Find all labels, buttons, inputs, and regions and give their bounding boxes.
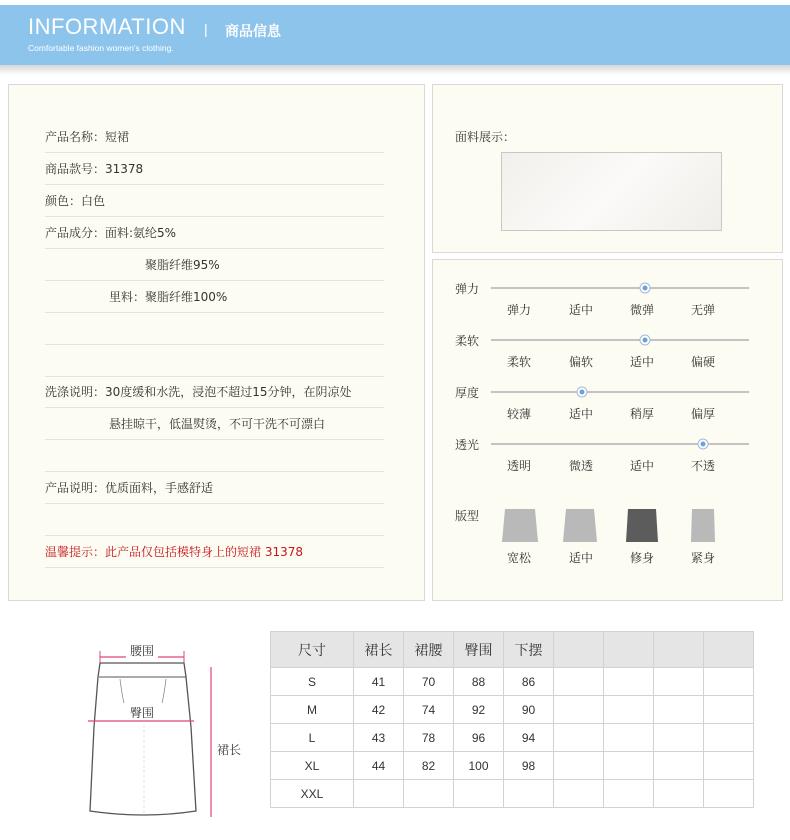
softness-indicator bbox=[639, 335, 650, 346]
elasticity-option-2: 适中 bbox=[568, 303, 593, 317]
info-row-sku: 商品款号：31378 bbox=[45, 153, 384, 185]
fit-loose-skirt-icon bbox=[501, 508, 539, 544]
info-row-warning: 温馨提示：此产品仅包括模特身上的短裙 31378 bbox=[45, 536, 384, 568]
thickness-option-3: 稍厚 bbox=[629, 407, 654, 421]
thickness-indicator bbox=[576, 387, 587, 398]
info-row-composition: 产品成分：面料:氨纶5% bbox=[45, 217, 384, 249]
table-cell: 78 bbox=[404, 724, 454, 752]
info-row-washing-2: 悬挂晾干，低温熨烫，不可干洗不可漂白 bbox=[45, 408, 384, 440]
table-cell: 70 bbox=[404, 668, 454, 696]
attr-label-elasticity: 弹力 bbox=[455, 282, 480, 296]
table-cell: 90 bbox=[504, 696, 554, 724]
table-cell bbox=[704, 724, 754, 752]
elasticity-track bbox=[491, 287, 749, 289]
transparency-option-1: 透明 bbox=[506, 459, 531, 473]
table-cell bbox=[654, 724, 704, 752]
table-cell: 98 bbox=[504, 752, 554, 780]
elasticity-option-1: 弹力 bbox=[506, 303, 531, 317]
fit-tight-skirt-icon bbox=[689, 508, 717, 544]
table-cell bbox=[504, 780, 554, 808]
header-cell-hem: 下摆 bbox=[504, 632, 554, 668]
header-cell-size: 尺寸 bbox=[271, 632, 354, 668]
softness-option-4: 偏硬 bbox=[690, 355, 715, 369]
table-row bbox=[271, 724, 754, 752]
transparency-option-3: 适中 bbox=[629, 459, 654, 473]
skirt-outline bbox=[90, 663, 196, 815]
elasticity-indicator bbox=[639, 283, 650, 294]
transparency-option-4: 不透 bbox=[690, 459, 715, 473]
table-cell bbox=[704, 668, 754, 696]
header-shadow bbox=[0, 65, 790, 75]
table-cell bbox=[654, 668, 704, 696]
info-row-name: 产品名称：短裙 bbox=[45, 121, 384, 153]
thickness-option-1: 较薄 bbox=[506, 407, 531, 421]
table-cell bbox=[604, 696, 654, 724]
table-row bbox=[271, 668, 754, 696]
attr-label-softness: 柔软 bbox=[455, 334, 480, 348]
skirt-measurement-diagram bbox=[76, 637, 256, 827]
thickness-option-2: 适中 bbox=[568, 407, 593, 421]
fit-option-loose: 宽松 bbox=[506, 551, 531, 565]
table-cell: 94 bbox=[504, 724, 554, 752]
table-cell bbox=[554, 780, 604, 808]
table-cell bbox=[704, 752, 754, 780]
table-cell: 88 bbox=[454, 668, 504, 696]
table-cell bbox=[604, 668, 654, 696]
product-info-panel bbox=[8, 84, 425, 601]
transparency-option-2: 微透 bbox=[568, 459, 593, 473]
attr-label-transparency: 透光 bbox=[455, 438, 480, 452]
header-cell-empty bbox=[654, 632, 704, 668]
header-banner bbox=[0, 5, 790, 65]
table-cell: 100 bbox=[454, 752, 504, 780]
table-cell bbox=[604, 752, 654, 780]
table-cell: L bbox=[271, 724, 354, 752]
table-cell: M bbox=[271, 696, 354, 724]
table-cell bbox=[604, 724, 654, 752]
table-cell bbox=[654, 696, 704, 724]
table-cell: XL bbox=[271, 752, 354, 780]
table-cell bbox=[704, 696, 754, 724]
softness-option-2: 偏软 bbox=[568, 355, 593, 369]
fabric-swatch-image bbox=[501, 152, 722, 231]
size-table-header bbox=[271, 632, 754, 668]
fit-option-tight: 紧身 bbox=[690, 551, 715, 565]
table-cell: 43 bbox=[354, 724, 404, 752]
attr-label-thickness: 厚度 bbox=[455, 386, 480, 400]
table-cell bbox=[704, 780, 754, 808]
table-cell bbox=[554, 724, 604, 752]
info-row-empty-2 bbox=[45, 345, 384, 377]
table-row bbox=[271, 780, 754, 808]
table-cell bbox=[604, 780, 654, 808]
elasticity-option-4: 无弹 bbox=[690, 303, 715, 317]
table-cell bbox=[654, 752, 704, 780]
table-cell bbox=[654, 780, 704, 808]
table-cell bbox=[404, 780, 454, 808]
header-cell-empty bbox=[704, 632, 754, 668]
attributes-panel bbox=[432, 259, 783, 601]
size-table bbox=[270, 631, 754, 808]
softness-option-1: 柔软 bbox=[506, 355, 531, 369]
header-cell-hip: 臀围 bbox=[454, 632, 504, 668]
table-cell: 44 bbox=[354, 752, 404, 780]
hip-label: 臀围 bbox=[129, 706, 155, 720]
info-row-empty-4 bbox=[45, 504, 384, 536]
table-row bbox=[271, 752, 754, 780]
length-label: 裙长 bbox=[216, 743, 242, 757]
header-separator: | bbox=[204, 21, 208, 37]
fit-slim-skirt-icon bbox=[625, 508, 659, 544]
info-row-lining: 里料：聚脂纤维100% bbox=[45, 281, 384, 313]
fabric-label: 面料展示： bbox=[455, 130, 516, 144]
thickness-option-4: 偏厚 bbox=[690, 407, 715, 421]
fit-option-slim: 修身 bbox=[629, 551, 654, 565]
header-title: INFORMATION bbox=[28, 14, 186, 39]
header-subtitle: Comfortable fashion women's clothing. bbox=[28, 43, 174, 53]
table-cell bbox=[554, 668, 604, 696]
header-title-cn: 商品信息 bbox=[225, 24, 281, 40]
info-row-description: 产品说明：优质面料，手感舒适 bbox=[45, 472, 384, 504]
softness-option-3: 适中 bbox=[629, 355, 654, 369]
table-cell: 92 bbox=[454, 696, 504, 724]
table-cell: 82 bbox=[404, 752, 454, 780]
table-cell: 96 bbox=[454, 724, 504, 752]
table-cell bbox=[554, 752, 604, 780]
transparency-track bbox=[491, 443, 749, 445]
table-cell: XXL bbox=[271, 780, 354, 808]
header-cell-empty bbox=[554, 632, 604, 668]
waist-label: 腰围 bbox=[129, 644, 155, 658]
info-row-color: 颜色：白色 bbox=[45, 185, 384, 217]
header-cell-empty bbox=[604, 632, 654, 668]
table-cell: 74 bbox=[404, 696, 454, 724]
fabric-panel bbox=[432, 84, 783, 253]
fit-regular-skirt-icon bbox=[562, 508, 598, 544]
info-row-empty-1 bbox=[45, 313, 384, 345]
header-cell-length: 裙长 bbox=[354, 632, 404, 668]
transparency-indicator bbox=[698, 439, 709, 450]
table-cell bbox=[454, 780, 504, 808]
info-row-empty-3 bbox=[45, 440, 384, 472]
softness-track bbox=[491, 339, 749, 341]
header-cell-waist: 裙腰 bbox=[404, 632, 454, 668]
table-cell: 41 bbox=[354, 668, 404, 696]
fit-option-regular: 适中 bbox=[568, 551, 593, 565]
table-cell: 86 bbox=[504, 668, 554, 696]
attr-label-fit: 版型 bbox=[455, 509, 480, 523]
info-row-composition-2: 聚脂纤维95% bbox=[45, 249, 384, 281]
table-row bbox=[271, 696, 754, 724]
table-cell: S bbox=[271, 668, 354, 696]
table-cell: 42 bbox=[354, 696, 404, 724]
elasticity-option-3: 微弹 bbox=[629, 303, 654, 317]
table-cell bbox=[554, 696, 604, 724]
thickness-track bbox=[491, 391, 749, 393]
table-cell bbox=[354, 780, 404, 808]
info-row-washing: 洗涤说明：30度缓和水洗，浸泡不超过15分钟，在阴凉处 bbox=[45, 376, 384, 408]
